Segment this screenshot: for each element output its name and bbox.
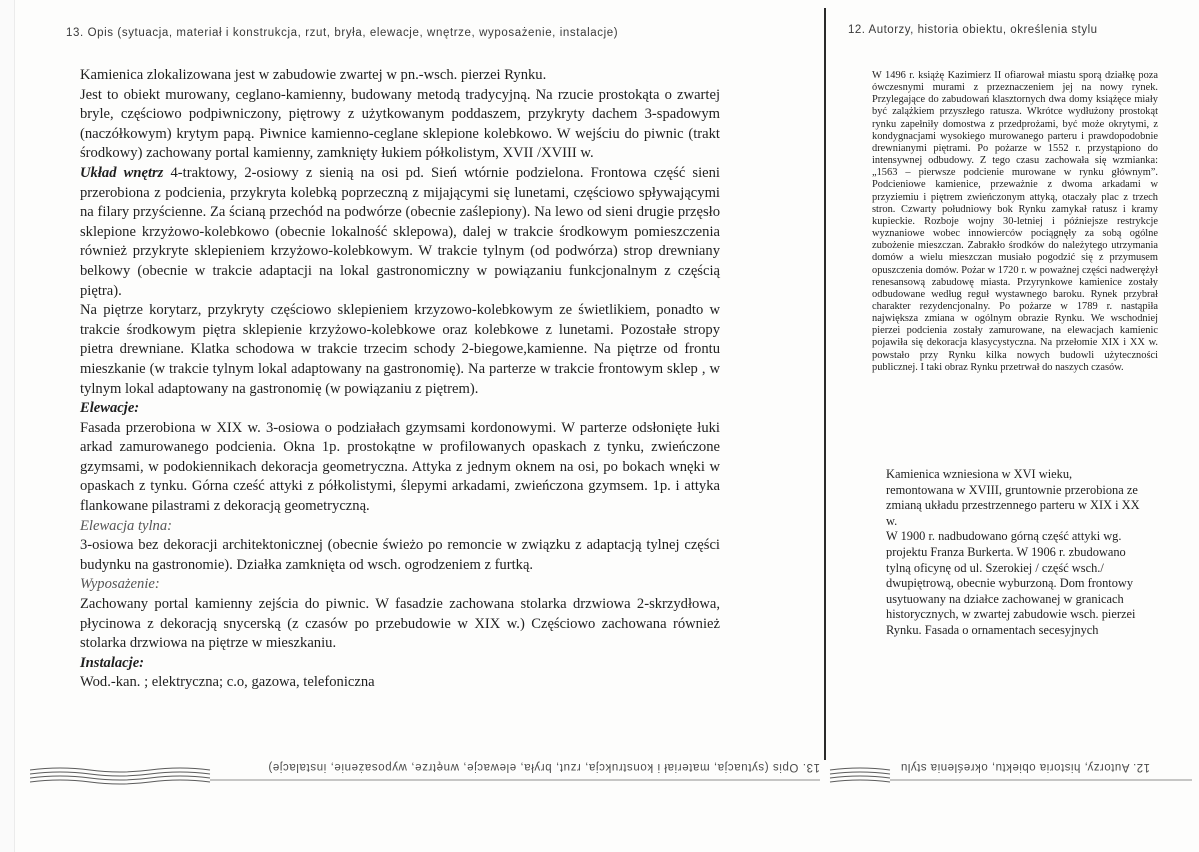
rear-facade-text: 3-osiowa bez dekoracji architektonicznej (obecnie świeżo po remoncie w związku z adaptacją tylnej części budynku na gastronomie). Działka zamknięta od wsch. ogrodzeniem z furtką. <box>80 537 720 573</box>
interior-heading: Układ wnętrz <box>80 164 164 181</box>
equipment-text: Zachowany portal kamienny zejścia do piwnic. W fasadzie zachowana stolarka drzwiowa 2-skrzydłowa, płycinowa z dekoracją snycerską (z czasów po przebudowie w XIX w.) Częściowo zachowana również stolarka drzwiowa na piętrze w mieszkaniu. <box>80 596 720 652</box>
style-summary-block <box>886 467 1141 639</box>
facades-text: Fasada przerobiona w XIX w. 3-osiowa o podziałach gzymsami kordonowymi. W parterze odsłonięte łuki arkad zamurowanego podcienia. Okna 1p. prostokątne w profilowanych opaskach z tynku, zwieńczone gzymsami, w podokiennikach dekoracja geometryczna. Attyka z jednym oknem na osi, po bokach wnęki w opaskach z tynku. Górna cześć attyki z półkolistymi, ślepymi arkadami, zwieńczona gzymsem. 1p. i attyka flankowane pilastrami z dekoracją geometryczną. <box>80 419 720 515</box>
rear-facade-heading: Elewacja tylna: <box>80 517 172 534</box>
equipment-heading: Wyposażenie: <box>80 576 160 593</box>
upper-floor-paragraph: Na piętrze korytarz, przykryty częściowo sklepieniem krzyzowo-kolebkowym ze świetlikiem, ponadto w trakcie środkowym piętra sklepienie krzyżowo-kolebkowe oraz kolebkowe z lunetami. Pozostałe stropy pietra drewniane. Klatka schodowa w trakcie trzecim schody 2-biegowe,kamienne. Na piętrze od frontu mieszkanie (w trakcie tylnym lokal adaptowany na gastronomię). Na parterze w trakcie frontowym sklep , w tylnym lokal adaptowany na gastronomię (w powiązaniu z piętrem). <box>80 302 720 397</box>
mirrored-section-13-header: 13. Opis (sytuacja, materiał i konstrukcja, rzut, bryła, elewacje, wnętrze, wyposażenie, instalacje) <box>267 761 820 773</box>
location-paragraph: Kamienica zlokalizowana jest w zabudowie zwartej w pn.-wsch. pierzei Rynku. <box>80 67 547 83</box>
history-text: W 1496 r. książę Kazimierz II ofiarował miastu sporą działkę poza ówczesnymi murami z przeznaczeniem jej na nowy rynek. Przylegające do zabudowań klasztornych dwa domy książęce miały być zalążkiem przyszłego ratusza. Wkrótce wydłużony prostokąt rynku zapełniły domostwa z przedprożami, być może okrytymi, z kondygnacjami wysokiego murowanego parteru i prawdopodobnie drewnianymi piętrami. Po pożarze w 1552 r. przystąpiono do intensywnej odbudowy. Z tego czasu zachowała się wzmianka: „1563 – pierwsze podcienie murowane w rynku głównym”. Podcieniowe kamienice, przeważnie z dwoma arkadami w przyziemiu i piętrem zwieńczonym attyką, otaczały plac z trzech stron. Czwarty południowy bok Rynku zamykał ratusz i kramy kupieckie. Rozboje wojny 30-letniej i późniejsze restrykcje wyznaniowe wobec innowierców pociągnęły za sobą ogólne zubożenie mieszczan. Zabrakło środków do należytego utrzymania domów a wielu mieszczan musiało pogodzić się z przymusem opuszczenia domów. Pożar w 1720 r. w poważnej części nadwerężył renesansową zabudowę miasta. Przyrynkowe kamienice zostały odbudowane według reguł wystawnego baroku. Rynek przybrał charakter rezydencjonalny. Po pożarze w 1789 r. nastąpiła największa zmiana w ogólnym obrazie Rynku. We wschodniej pierzei podcienia zostały zamurowane, na elewacjach kamienic pojawiła się dekoracja klasycystyczna. Na przełomie XIX i XX w. powstało przy Rynku kilka nowych budowli użyteczności publicznej. I taki obraz Rynku przetrwał do naszych czasów. <box>872 70 1158 373</box>
column-divider <box>824 8 826 760</box>
history-text-block <box>872 70 1158 374</box>
installations-heading: Instalacje: <box>80 654 145 671</box>
scan-edge <box>0 0 15 852</box>
description-body <box>80 66 720 693</box>
section-12-header: 12. Autorzy, historia obiektu, określenia stylu <box>848 24 1098 36</box>
mirrored-section-12-header: 12. Autorzy, historia obiektu, określenia stylu <box>900 761 1150 773</box>
interior-text: 4-traktowy, 2-osiowy z sienią na osi pd. Sień wtórnie podzielona. Frontowa część sieni przerobiona z podcienia, przykryta kolebką poprzeczną z mijającymi się lunetami, częściowo spływającymi na filary przyścienne. Za ścianą przechód na podwórze (obecnie zaślepiony). Na lewo od sieni drugie przęsło sklepione krzyżowo-kolebkowo (obecnie lokalność sklepowa), dalej w trakcie środkowym pomieszczenia również przykryte sklepieniem krzyżowo-kolebkowym. W trakcie tylnym (od podwórza) strop drewniany belkowy (obecnie w trakcie adaptacji na lokal gastronomiczny w powiązaniu funkcjonalnym z częścią piętra). <box>80 164 720 299</box>
section-13-header: 13. Opis (sytuacja, materiał i konstrukcja, rzut, bryła, elewacje, wnętrze, wyposażenie, instalacje) <box>66 27 619 39</box>
interior-paragraph <box>80 164 720 301</box>
construction-paragraph: Jest to obiekt murowany, ceglano-kamienny, budowany metodą tradycyjną. Na rzucie prostokąta o zwartej bryle, częściowo podpiwniczony, piętrowy z użytkowanym poddaszem, przykryty dachem 3-spadowym (naczółkowym) krytym papą. Piwnice kamienno-ceglane sklepione kolebkowo. W wejściu do piwnic (trakt środkowy) zachowany portal kamienny, zamknięty łukiem półkolistym, XVII /XVIII w. <box>80 86 720 162</box>
installations-text: Wod.-kan. ; elektryczna; c.o, gazowa, telefoniczna <box>80 674 375 691</box>
facades-heading: Elewacje: <box>80 400 140 417</box>
style-summary-text: Kamienica wzniesiona w XVI wieku, remontowana w XVIII, gruntownie przerobiona ze zmianą układu przestrzennego parteru w XIX i XX w. W 1900 r. nadbudowano górną część attyki wg. projektu Franza Burkerta. W 1906 r. zbudowano tylną oficynę od ul. Szerokiej / część wsch./ dwupiętrową, obecnie wyburzoną. Dom frontowy usytuowany na działce zachowanej w granicach historycznych, w zwartej zabudowie wsch. pierzei Rynku. Fasada o ornamentach secesyjnych <box>886 467 1140 637</box>
